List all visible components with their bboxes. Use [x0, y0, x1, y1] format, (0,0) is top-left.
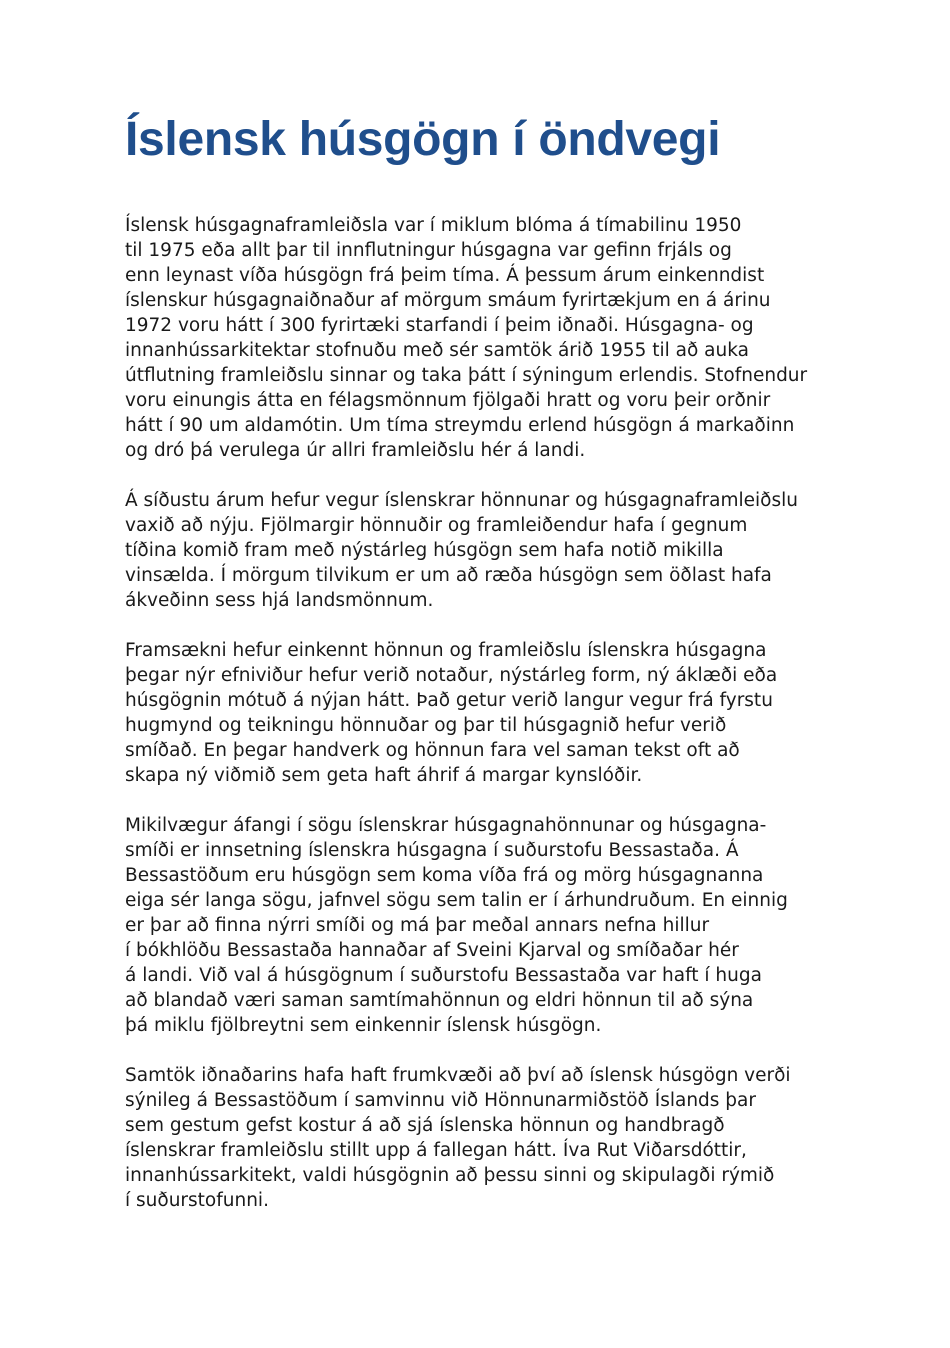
text-line: Samtök iðnaðarins hafa haft frumkvæði að því að íslensk húsgögn verði [125, 1065, 791, 1086]
text-line: sýnileg á Bessastöðum í samvinnu við Hönnunarmiðstöð Íslands þar [125, 1090, 756, 1111]
text-line: 1972 voru hátt í 300 fyrirtæki starfandi í þeim iðnaði. Húsgagna- og [125, 315, 754, 336]
text-line: hugmynd og teikningu hönnuðar og þar til húsgagnið hefur verið [125, 715, 727, 736]
text-line: þegar nýr efniviður hefur verið notaður, nýstárleg form, ný áklæði eða [125, 665, 778, 686]
paragraph-3 [125, 638, 825, 788]
text-line: íslenskur húsgagnaiðnaður af mörgum smáum fyrirtækjum en á árinu [125, 290, 771, 311]
text-line: voru einungis átta en félagsmönnum fjölgaði hratt og voru þeir orðnir [125, 390, 771, 411]
paragraph-4 [125, 813, 825, 1038]
text-line: á landi. Við val á húsgögnum í suðurstofu Bessastaða var haft í huga [125, 965, 762, 986]
text-line: Mikilvægur áfangi í sögu íslenskrar húsgagnahönnunar og húsgagna- [125, 815, 767, 836]
text-line: til 1975 eða allt þar til innflutningur húsgagna var gefinn frjáls og [125, 240, 732, 261]
text-line: vaxið að nýju. Fjölmargir hönnuðir og framleiðendur hafa í gegnum [125, 515, 748, 536]
text-line: þá miklu fjölbreytni sem einkennir íslensk húsgögn. [125, 1015, 602, 1036]
article-body [125, 213, 825, 1238]
paragraph-1 [125, 213, 825, 463]
text-line: skapa ný viðmið sem geta haft áhrif á margar kynslóðir. [125, 765, 643, 786]
text-line: Bessastöðum eru húsgögn sem koma víða frá og mörg húsgagnanna [125, 865, 764, 886]
text-line: enn leynast víða húsgögn frá þeim tíma. Á þessum árum einkenndist [125, 265, 765, 286]
text-line: vinsælda. Í mörgum tilvikum er um að ræða húsgögn sem öðlast hafa [125, 565, 772, 586]
text-line: að blandað væri saman samtímahönnun og eldri hönnun til að sýna [125, 990, 754, 1011]
text-line: sem gestum gefst kostur á að sjá íslenska hönnun og handbragð [125, 1115, 725, 1136]
text-line: smíðað. En þegar handverk og hönnun fara vel saman tekst oft að [125, 740, 740, 761]
text-line: í suðurstofunni. [125, 1190, 269, 1211]
text-line: eiga sér langa sögu, jafnvel sögu sem talin er í árhundruðum. En einnig [125, 890, 788, 911]
paragraph-2 [125, 488, 825, 613]
text-line: Framsækni hefur einkennt hönnun og framleiðslu íslenskra húsgagna [125, 640, 767, 661]
text-line: Á síðustu árum hefur vegur íslenskrar hönnunar og húsgagnaframleiðslu [125, 490, 798, 511]
text-line: er þar að finna nýrri smíði og má þar meðal annars nefna hillur [125, 915, 710, 936]
text-line: smíði er innsetning íslenskra húsgagna í suðurstofu Bessastaða. Á [125, 840, 739, 861]
text-line: Íslensk húsgagnaframleiðsla var í miklum blóma á tímabilinu 1950 [125, 215, 742, 236]
text-line: og dró þá verulega úr allri framleiðslu hér á landi. [125, 440, 586, 461]
text-line: ákveðinn sess hjá landsmönnum. [125, 590, 434, 611]
paragraph-5 [125, 1063, 825, 1213]
text-line: í bókhlöðu Bessastaða hannaðar af Sveini Kjarval og smíðaðar hér [125, 940, 739, 961]
text-line: tíðina komið fram með nýstárleg húsgögn sem hafa notið mikilla [125, 540, 724, 561]
text-line: húsgögnin mótuð á nýjan hátt. Það getur verið langur vegur frá fyrstu [125, 690, 773, 711]
page-title: Íslensk húsgögn í öndvegi [125, 113, 721, 166]
text-line: innanhússarkitekt, valdi húsgögnin að þessu sinni og skipulagði rýmið [125, 1165, 775, 1186]
text-line: innanhússarkitektar stofnuðu með sér samtök árið 1955 til að auka [125, 340, 749, 361]
text-line: hátt í 90 um aldamótin. Um tíma streymdu erlend húsgögn á markaðinn [125, 415, 795, 436]
text-line: íslenskrar framleiðslu stillt upp á fallegan hátt. Íva Rut Viðarsdóttir, [125, 1140, 747, 1161]
text-line: útflutning framleiðslu sinnar og taka þátt í sýningum erlendis. Stofnendur [125, 365, 808, 386]
